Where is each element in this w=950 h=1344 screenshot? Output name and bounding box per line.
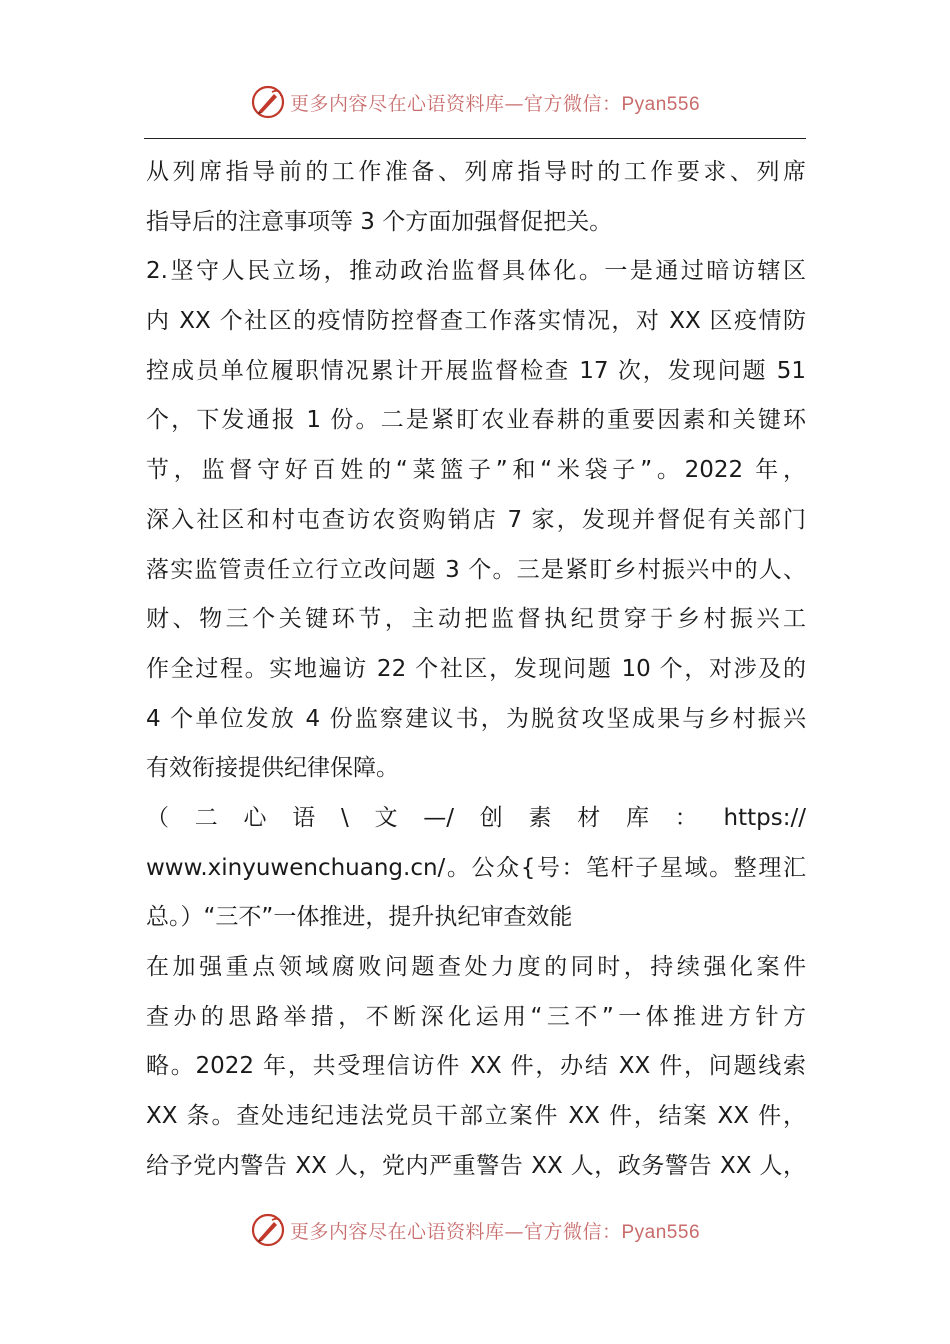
text-line: 财、物三个关键环节，主动把监督执纪贯穿于乡村振兴工	[146, 606, 806, 633]
text-line: 给予党内警告 XX 人，党内严重警告 XX 人，政务警告 XX 人，	[146, 1152, 806, 1179]
text-line: 4 个单位发放 4 份监察建议书，为脱贫攻坚成果与乡村振兴	[146, 705, 806, 732]
text-line: 有效衔接提供纪律保障。	[146, 755, 399, 782]
text-line: （二心语\文—/创素材库：https://	[146, 804, 806, 831]
text-line: 在加强重点领域腐败问题查处力度的同时，持续强化案件	[146, 954, 806, 980]
text-line: www.xinyuwenchuang.cn/。公众{号：笔杆子星域。整理汇	[146, 854, 806, 881]
header-banner	[0, 82, 950, 122]
pen-logo-icon	[250, 1212, 286, 1248]
footer-banner	[0, 1210, 950, 1250]
text-line: 2.坚守人民立场，推动政治监督具体化。一是通过暗访辖区	[146, 258, 806, 285]
wechat-handle: Pyan556	[621, 93, 701, 115]
pen-logo-icon	[250, 84, 286, 120]
text-line: 作全过程。实地遍访 22 个社区，发现问题 10 个，对涉及的	[146, 655, 806, 682]
banner-text	[290, 1217, 700, 1244]
document-body	[146, 148, 806, 1191]
text-line: 指导后的注意事项等 3 个方面加强督促把关。	[146, 208, 613, 235]
text-line: 节，监督守好百姓的“菜篮子”和“米袋子”。2022 年，	[146, 457, 806, 484]
banner-label: 更多内容尽在心语资料库—官方微信：	[289, 1220, 622, 1243]
text-line: XX 条。查处违纪违法党员干部立案件 XX 件，结案 XX 件，	[146, 1103, 806, 1130]
banner-text	[290, 89, 700, 116]
text-line: 个，下发通报 1 份。二是紧盯农业春耕的重要因素和关键环	[146, 407, 806, 434]
text-line: 深入社区和村屯查访农资购销店 7 家，发现并督促有关部门	[146, 506, 806, 533]
text-line: 略。2022 年，共受理信访件 XX 件，办结 XX 件，问题线索	[146, 1053, 806, 1080]
text-line: 控成员单位履职情况累计开展监督检查 17 次，发现问题 51	[146, 357, 806, 384]
banner-label: 更多内容尽在心语资料库—官方微信：	[289, 92, 622, 115]
text-line: 从列席指导前的工作准备、列席指导时的工作要求、列席	[146, 159, 806, 185]
text-line: 总。）“三不”一体推进，提升执纪审查效能	[146, 904, 573, 931]
header-rule	[144, 138, 806, 139]
wechat-handle: Pyan556	[621, 1221, 701, 1243]
text-line: 落实监管责任立行立改问题 3 个。三是紧盯乡村振兴中的人、	[146, 556, 806, 583]
text-line: 内 XX 个社区的疫情防控督查工作落实情况，对 XX 区疫情防	[146, 308, 806, 335]
text-line: 查办的思路举措，不断深化运用“三不”一体推进方针方	[146, 1003, 806, 1030]
